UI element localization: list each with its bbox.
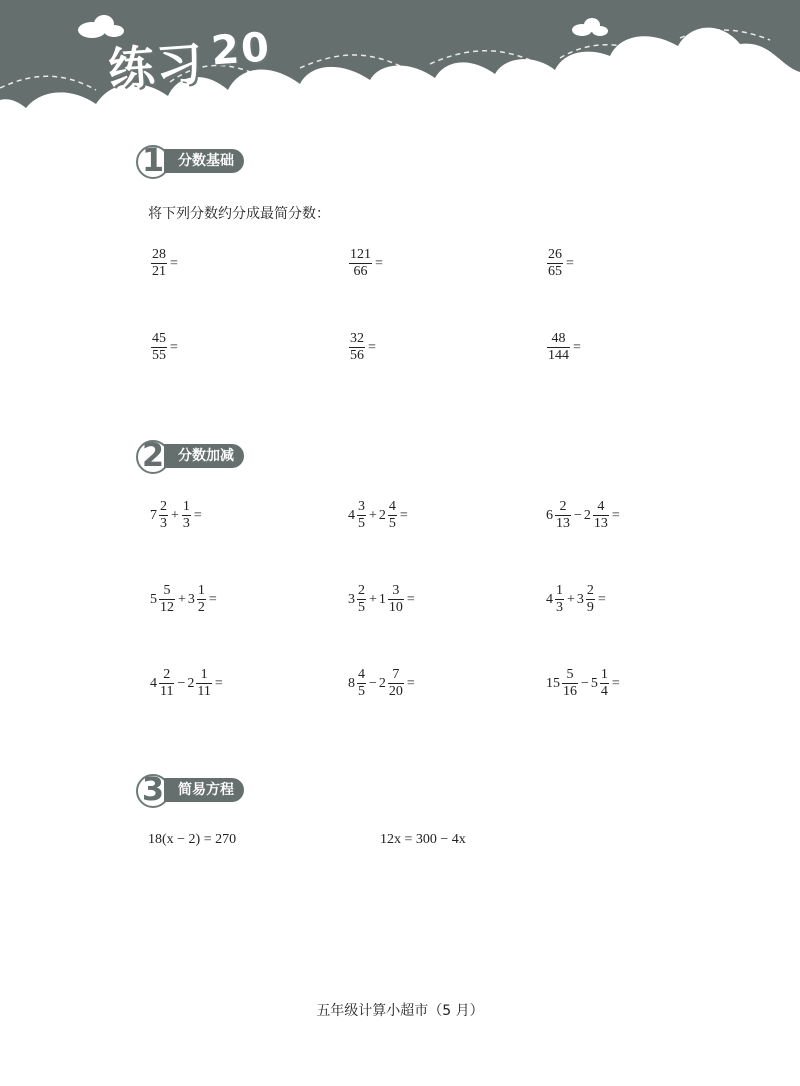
exercise-number: 20: [209, 24, 273, 75]
fraction: [151, 248, 167, 279]
numerator: 7: [392, 667, 400, 682]
add-subtract-problem: [546, 500, 622, 531]
equation-problem: 18(x − 2) = 270: [148, 832, 237, 847]
denominator: 3: [160, 516, 167, 531]
add-subtract-problem: [348, 500, 410, 531]
add-subtract-problem: [546, 668, 622, 699]
whole-number: 3: [576, 591, 584, 607]
add-subtract-problem: [150, 584, 219, 615]
section-number: 3: [141, 770, 165, 808]
equals-sign: =: [406, 591, 415, 607]
add-subtract-problem: [546, 584, 608, 615]
section-title: 分数基础: [164, 149, 244, 173]
equals-sign: =: [611, 507, 620, 523]
numerator: 2: [358, 583, 365, 598]
equals-sign: =: [193, 507, 202, 523]
simplify-problem: [150, 332, 180, 363]
numerator: 26: [548, 247, 562, 262]
whole-number: 1: [378, 591, 386, 607]
numerator: 45: [152, 331, 166, 346]
fraction: [159, 668, 174, 699]
add-subtract-problem: [150, 500, 204, 531]
section-title: 分数加减: [164, 444, 244, 468]
numerator: 48: [551, 331, 566, 346]
denominator: 5: [358, 600, 365, 615]
equals-sign: =: [368, 339, 376, 355]
fraction: [547, 332, 570, 363]
fraction: [388, 668, 404, 699]
numerator: 2: [163, 667, 171, 682]
denominator: 5: [358, 516, 365, 531]
fraction: [197, 584, 206, 615]
denominator: 13: [593, 516, 608, 531]
numerator: 1: [556, 583, 563, 598]
numerator: 2: [559, 499, 567, 514]
fraction: [562, 668, 578, 699]
equals-sign: =: [375, 255, 383, 271]
denominator: 144: [548, 348, 569, 363]
fraction: [151, 332, 167, 363]
numerator: 3: [358, 499, 365, 514]
denominator: 4: [600, 684, 608, 699]
whole-number: 5: [590, 675, 598, 691]
equals-sign: =: [406, 675, 415, 691]
denominator: 55: [152, 348, 166, 363]
section-title: 简易方程: [164, 778, 244, 802]
whole-number: 15: [546, 675, 560, 691]
equals-sign: =: [208, 591, 217, 607]
whole-number: 4: [546, 591, 553, 607]
whole-number: 3: [348, 591, 355, 607]
equals-sign: =: [597, 591, 606, 607]
whole-number: 4: [348, 507, 355, 523]
whole-number: 4: [150, 675, 157, 691]
fraction: [349, 248, 372, 279]
add-subtract-problem: [150, 668, 225, 699]
numerator: 4: [388, 499, 396, 514]
fraction: [586, 584, 595, 615]
numerator: 28: [152, 247, 166, 262]
fraction: [357, 584, 366, 615]
numerator: 4: [358, 667, 365, 682]
fraction: [600, 668, 609, 699]
whole-number: 3: [187, 591, 195, 607]
denominator: 3: [556, 600, 563, 615]
equals-sign: =: [170, 339, 178, 355]
simplify-problem: [546, 332, 583, 363]
fraction: [388, 500, 397, 531]
equals-sign: =: [214, 675, 223, 691]
numerator: 1: [182, 499, 190, 514]
fraction: [555, 500, 571, 531]
denominator: 20: [388, 684, 403, 699]
simplify-problem: [348, 248, 385, 279]
numerator: 2: [586, 583, 594, 598]
add-subtract-problem: [348, 584, 417, 615]
fraction: [182, 500, 191, 531]
fraction: [349, 332, 365, 363]
numerator: 1: [600, 667, 608, 682]
numerator: 3: [392, 583, 400, 598]
denominator: 5: [358, 684, 365, 699]
operator: −: [581, 675, 589, 691]
equals-sign: =: [611, 675, 620, 691]
numerator: 32: [350, 331, 364, 346]
whole-number: 5: [150, 591, 157, 607]
operator: +: [369, 507, 377, 523]
whole-number: 2: [583, 507, 591, 523]
whole-number: 2: [378, 675, 386, 691]
numerator: 2: [160, 499, 167, 514]
whole-number: 8: [348, 675, 355, 691]
operator: +: [567, 591, 575, 607]
instruction-text: 将下列分数约分成最简分数：: [148, 206, 330, 222]
title-text: 练习: [106, 36, 207, 97]
section-number: 2: [141, 436, 165, 474]
whole-number: 6: [546, 507, 553, 523]
fraction: [388, 584, 404, 615]
fraction: [555, 584, 564, 615]
add-subtract-problem: [348, 668, 417, 699]
page-footer: 五年级计算小超市（5 月）: [316, 1003, 484, 1019]
whole-number: 2: [378, 507, 386, 523]
whole-number: 7: [150, 507, 157, 523]
simplify-problem: [546, 248, 576, 279]
simplify-problem: [348, 332, 378, 363]
denominator: 56: [350, 348, 364, 363]
denominator: 11: [197, 684, 211, 699]
fraction: [593, 500, 609, 531]
numerator: 4: [597, 499, 605, 514]
denominator: 16: [563, 684, 577, 699]
whole-number: 2: [187, 675, 195, 691]
numerator: 1: [197, 583, 205, 598]
fraction: [196, 668, 211, 699]
operator: +: [171, 507, 179, 523]
simplify-problem: [150, 248, 180, 279]
denominator: 12: [160, 600, 174, 615]
denominator: 11: [160, 684, 174, 699]
operator: −: [574, 507, 582, 523]
equals-sign: =: [399, 507, 408, 523]
equation-problem: 12x = 300 − 4x: [380, 832, 466, 847]
denominator: 21: [152, 264, 166, 279]
operator: −: [177, 675, 186, 691]
fraction: [357, 668, 366, 699]
denominator: 66: [353, 264, 368, 279]
operator: +: [178, 591, 186, 607]
numerator: 5: [566, 667, 574, 682]
operator: −: [369, 675, 377, 691]
denominator: 5: [388, 516, 396, 531]
equals-sign: =: [170, 255, 178, 271]
denominator: 65: [548, 264, 562, 279]
equals-sign: =: [566, 255, 574, 271]
fraction: [159, 584, 175, 615]
denominator: 2: [197, 600, 205, 615]
page-title: [106, 22, 274, 99]
equals-sign: =: [573, 339, 581, 355]
section-number: 1: [141, 141, 165, 179]
denominator: 13: [556, 516, 570, 531]
numerator: 1: [200, 667, 208, 682]
numerator: 5: [163, 583, 171, 598]
fraction: [547, 248, 563, 279]
denominator: 3: [182, 516, 190, 531]
numerator: 121: [350, 247, 371, 262]
operator: +: [369, 591, 377, 607]
fraction: [159, 500, 168, 531]
denominator: 9: [586, 600, 594, 615]
denominator: 10: [388, 600, 403, 615]
fraction: [357, 500, 366, 531]
